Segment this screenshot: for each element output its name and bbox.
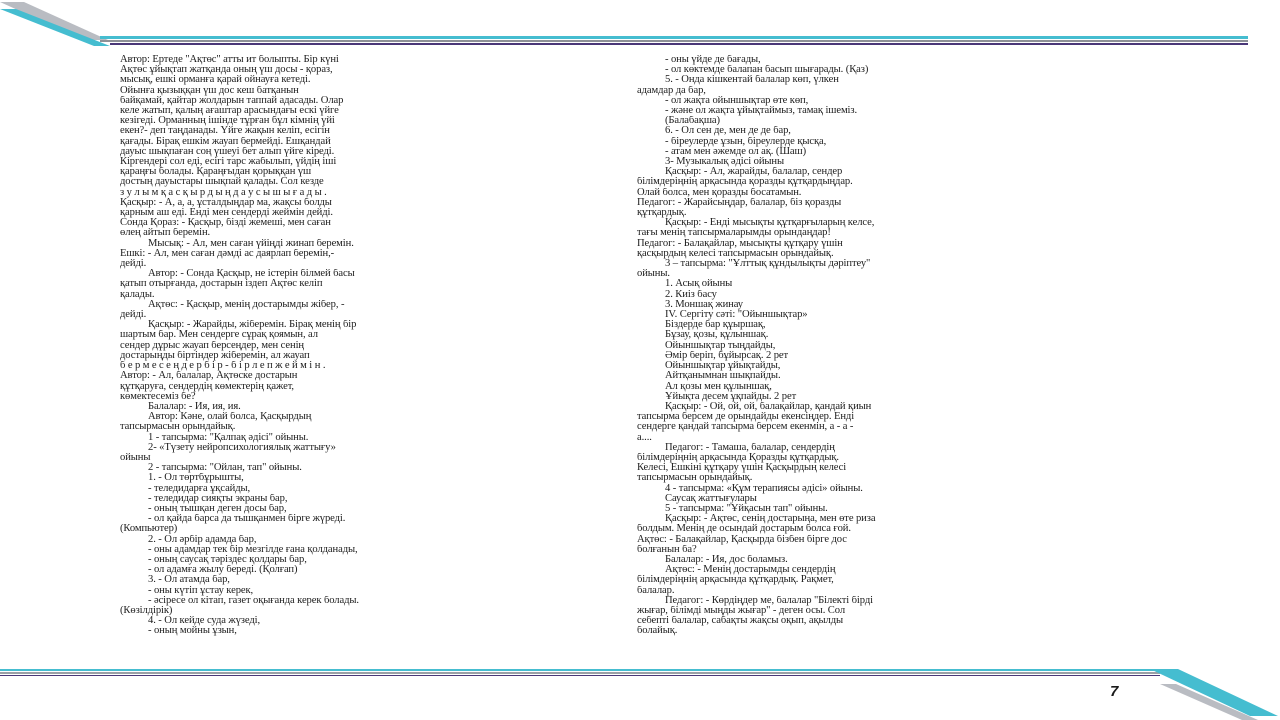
text-line: Қасқыр: - А, а, а, ұсталдыңдар ма, жақсы болды: [120, 197, 332, 208]
text-line: - теледидар сияқты экраны бар,: [148, 493, 288, 504]
text-line: Қасқыр: - Ой, ой, ой, балақайлар, қандай қиын: [665, 401, 872, 412]
text-line: Саусақ жаттығулары: [665, 493, 757, 504]
text-line: 6. - Ол сен де, мен де де бар,: [665, 126, 791, 137]
top-rule-teal: [100, 36, 1248, 39]
text-line: - теледидарға ұқсайды,: [148, 483, 251, 494]
text-line: қасқырдың келесі тапсырмасын орындайық.: [637, 248, 834, 259]
bottom-rule-teal: [0, 669, 1160, 671]
text-line: (Компьютер): [120, 524, 178, 535]
text-line: 1. - Ол төртбұрышты,: [148, 473, 244, 484]
text-line: Балалар: - Ия, ия, ия.: [148, 401, 241, 412]
text-line: Автор: - Ал, балалар, Ақтөске достарын: [120, 371, 298, 382]
page-number: 7: [1110, 683, 1119, 700]
text-line: - және ол жақта ұйықтаймыз, тамақ ішеміз.: [665, 106, 858, 117]
bottom-right-swoosh-teal: [1150, 669, 1278, 716]
text-line: жығар, білімді мыңды жығар" - деген осы. Сол: [637, 605, 846, 616]
top-rule-grey: [100, 40, 1248, 42]
text-line: болдым. Менің де осындай достарым болса ғой.: [637, 524, 851, 535]
text-line: (Көзілдірік): [120, 605, 173, 616]
text-line: - әсіресе ол кітап, газет оқығанда керек болады.: [148, 595, 359, 606]
top-left-swoosh-grey: [0, 2, 108, 40]
text-line: білімдеріңнің арқасында құтқардық. Рақмет,: [637, 575, 834, 586]
text-line: кезігеді. Орманның ішінде тұрған бұл кімнің үйі: [120, 116, 335, 127]
text-line: тапсырмасын орындайық.: [120, 422, 236, 433]
text-line: адамдар да бар,: [637, 85, 706, 96]
text-line: келе жатып, қалың ағаштар арасындағы ескі үйге: [120, 106, 339, 117]
text-line: болайық.: [637, 626, 678, 637]
text-line: - оның саусақ тәріздес қолдары бар,: [148, 554, 307, 565]
text-line: құтқаруға, сендердің көмектерің қажет,: [120, 381, 294, 392]
text-line: екен?- деп таңданады. Үйге жақын келіп, есігін: [120, 126, 330, 137]
text-line: байқамай, қайтар жолдарын таппай адасады. Олар: [120, 95, 344, 106]
text-line: Автор: Кәне, олай болса, Қасқырдың: [148, 412, 312, 423]
text-line: Қасқыр: - Енді мысықты құтқарғыларың келсе,: [665, 218, 875, 229]
text-line: Ойыншықтар ұйықтайды,: [665, 361, 781, 372]
text-line: (Балабақша): [665, 116, 720, 127]
text-line: Педагог: - Балақайлар, мысықты құтқару үшін: [637, 238, 843, 249]
text-line: - ол көктемде балапан басып шығарады. (Қаз): [665, 65, 869, 76]
text-line: болғанын ба?: [637, 544, 697, 555]
text-line: - ол адамға жылу береді. (Қолғап): [148, 565, 298, 576]
text-line: б е р м е с е ң д е р б і р - б і р л е п ж е й м і н .: [120, 361, 326, 372]
text-line: 5 - тапсырма: "Ұйқасын тап" ойыны.: [665, 503, 828, 514]
text-line: сендерге қандай тапсырма берсем екенмін, а - а -: [637, 422, 854, 433]
text-line: тапсырма берсем де орындайды екенсіңдер. Енді: [637, 412, 855, 423]
text-line: Қасқыр: - Жарайды, жіберемін. Бірақ менің бір: [148, 320, 357, 331]
text-line: достарыңды біртіндер жіберемін, ал жауап: [120, 350, 310, 361]
text-line: IV. Сергіту сәті: "Ойыншықтар»: [665, 310, 808, 321]
text-line: 5. - Онда кішкентай балалар көп, үлкен: [665, 75, 839, 86]
text-line: дауыс шықпаған соң үшеуі бет алып үйге кіреді.: [120, 146, 335, 157]
text-line: қағады. Бірақ ешкім жауап бермейді. Ешқандай: [120, 136, 331, 147]
text-line: білімдеріңнің арқасында қоразды құтқардыңдар.: [637, 177, 853, 188]
text-line: Ешкі: - Ал, мен саған дәмді ас даярлап беремін,-: [120, 248, 335, 259]
text-line: Ақтөс: - Қасқыр, менің достарымды жібер, -: [148, 299, 345, 310]
text-line: Қасқыр: - Ал, жарайды, балалар, сендер: [665, 167, 843, 178]
text-line: достың дауыстары шықпай қалады. Сол кезде: [120, 177, 324, 188]
text-line: Сонда Қораз: - Қасқыр, бізді жемеші, мен саған: [120, 218, 331, 229]
text-line: Автор: Ертеде "Ақтөс" атты ит болыпты. Бір күні: [120, 55, 339, 65]
text-line: 4 - тапсырма: «Құм терапиясы әдісі» ойыны.: [665, 483, 863, 494]
text-line: Олай болса, мен қоразды босатамын.: [637, 187, 802, 198]
text-line: Кіргендері сол еді, есігі тарс жабылып, үйдің іші: [120, 157, 337, 168]
text-line: себепті балалар, сабақты жақсы оқып, ақылды: [637, 616, 844, 627]
text-line: дейді.: [120, 310, 147, 321]
text-line: 3. Моншақ жинау: [665, 299, 743, 310]
text-line: Қасқыр: - Ақтөс, сенің достарыңа, мен өте риза: [665, 514, 876, 525]
text-line: а....: [637, 432, 652, 443]
text-line: 1. Асық ойыны: [665, 279, 733, 290]
text-line: 1 - тапсырма: "Қалпақ әдісі" ойыны.: [148, 432, 309, 443]
text-line: - ол жақта ойыншықтар өте көп,: [665, 95, 809, 106]
text-line: Бұзау, қозы, құлыншақ.: [665, 330, 769, 341]
text-line: балалар.: [637, 585, 675, 596]
text-line: көмектесеміз бе?: [120, 391, 196, 402]
text-line: - атам мен әжемде ол ақ. (Шаш): [665, 146, 807, 157]
text-line: Ақтөс: - Балақайлар, Қасқырда бізбен бірге дос: [637, 534, 847, 545]
text-line: өлең айтып беремін.: [120, 228, 211, 239]
text-line: - оны үйде де бағады,: [665, 55, 761, 65]
top-left-swoosh-teal: [0, 9, 110, 46]
text-line: Автор: - Сонда Қасқыр, не істерін білмей басы: [148, 269, 355, 280]
text-line: 3 – тапсырма: "Ұлттық құндылықты дәріптеу": [665, 259, 871, 270]
text-line: - оның мойны ұзын,: [148, 626, 237, 637]
text-line: 4. - Ол кейде суда жүзеді,: [148, 616, 261, 627]
text-line: шартым бар. Мен сендерге сұрақ қоямын, ал: [120, 330, 318, 341]
text-line: тағы менің тапсырмаларымды орындаңдар!: [637, 228, 831, 239]
text-line: Ақтөс ұйықтап жатқанда оның үш досы - қораз,: [120, 65, 333, 76]
text-line: білімдеріңнің арқасында Қоразды құтқардық.: [637, 452, 839, 463]
text-line: қарным аш еді. Енді мен сендерді жеймін дейді.: [120, 208, 333, 219]
top-rule-purple: [110, 43, 1248, 45]
bottom-rule-grey: [0, 672, 1160, 674]
text-line: - оны күтіп ұстау керек,: [148, 585, 254, 596]
text-line: қараңғы болады. Қараңғыдан қорыққан үш: [120, 167, 312, 178]
text-line: - оны адамдар тек бір мезгілде ғана қолданады,: [148, 544, 358, 555]
text-line: ойыны.: [637, 269, 670, 280]
bottom-rule-purple: [0, 675, 1160, 676]
text-line: ойыны: [120, 452, 151, 463]
text-line: Біздерде бар құыршақ,: [665, 320, 766, 331]
text-line: 3- Музыкалық әдісі ойыны: [665, 157, 785, 168]
text-line: 3. - Ол атамда бар,: [148, 575, 230, 586]
text-line: Педагог: - Көрдіңдер ме, балалар "Білекті бірді: [665, 595, 873, 606]
text-line: - біреулерде ұзын, біреулерде қысқа,: [665, 136, 827, 147]
text-line: дейді.: [120, 259, 147, 270]
text-line: қалады.: [120, 289, 155, 300]
text-line: Ұйықта десем ұқпайды. 2 рет: [665, 391, 797, 402]
left-text-column: [120, 55, 615, 637]
text-line: Педагог: - Жарайсыңдар, балалар, біз қоразды: [637, 197, 842, 208]
text-line: мысық, ешкі орманға қарай ойнауға кетеді.: [120, 75, 311, 86]
text-line: Педагог: - Тамаша, балалар, сендердің: [665, 442, 835, 453]
text-line: Әмір беріп, бұйырсақ. 2 рет: [665, 350, 789, 361]
text-line: Ақтөс: - Менің достарымды сендердің: [665, 565, 836, 576]
text-line: Айтқанымнан шықпайды.: [665, 371, 781, 382]
text-line: құтқардық.: [637, 208, 687, 219]
text-line: Ойынға қызыққан үш дос кеш батқанын: [120, 85, 299, 96]
text-line: Келесі, Ешкіні құтқару үшін Қасқырдың келесі: [637, 463, 847, 474]
text-line: з у л ы м қ а с қ ы р д ы ң д а у с ы ш ы ғ а д ы .: [120, 187, 327, 198]
text-line: - ол қайда барса да тышқанмен бірге жүреді.: [148, 514, 346, 525]
text-line: Ойыншықтар тыңдайды,: [665, 340, 776, 351]
text-line: қатып отырғанда, достарын іздеп Ақтөс келіп: [120, 279, 323, 290]
text-line: 2. Киіз басу: [665, 289, 717, 300]
text-line: 2 - тапсырма: "Ойлан, тап" ойыны.: [148, 463, 302, 474]
text-line: 2. - Ол әрбір адамда бар,: [148, 534, 257, 545]
text-line: тапсырмасын орындайық.: [637, 473, 753, 484]
text-line: сендер дұрыс жауап берсеңдер, мен сенің: [120, 340, 304, 351]
text-line: Балалар: - Ия, дос боламыз.: [665, 554, 788, 565]
right-text-column: [637, 55, 1132, 637]
text-line: 2- «Түзету нейропсихологиялық жаттығу»: [148, 442, 336, 453]
text-line: Мысық: - Ал, мен саған үйіңді жинап беремін.: [148, 238, 354, 249]
text-line: - оның тышқан деген досы бар,: [148, 503, 287, 514]
text-line: Ал қозы мен құлыншақ,: [665, 381, 772, 392]
